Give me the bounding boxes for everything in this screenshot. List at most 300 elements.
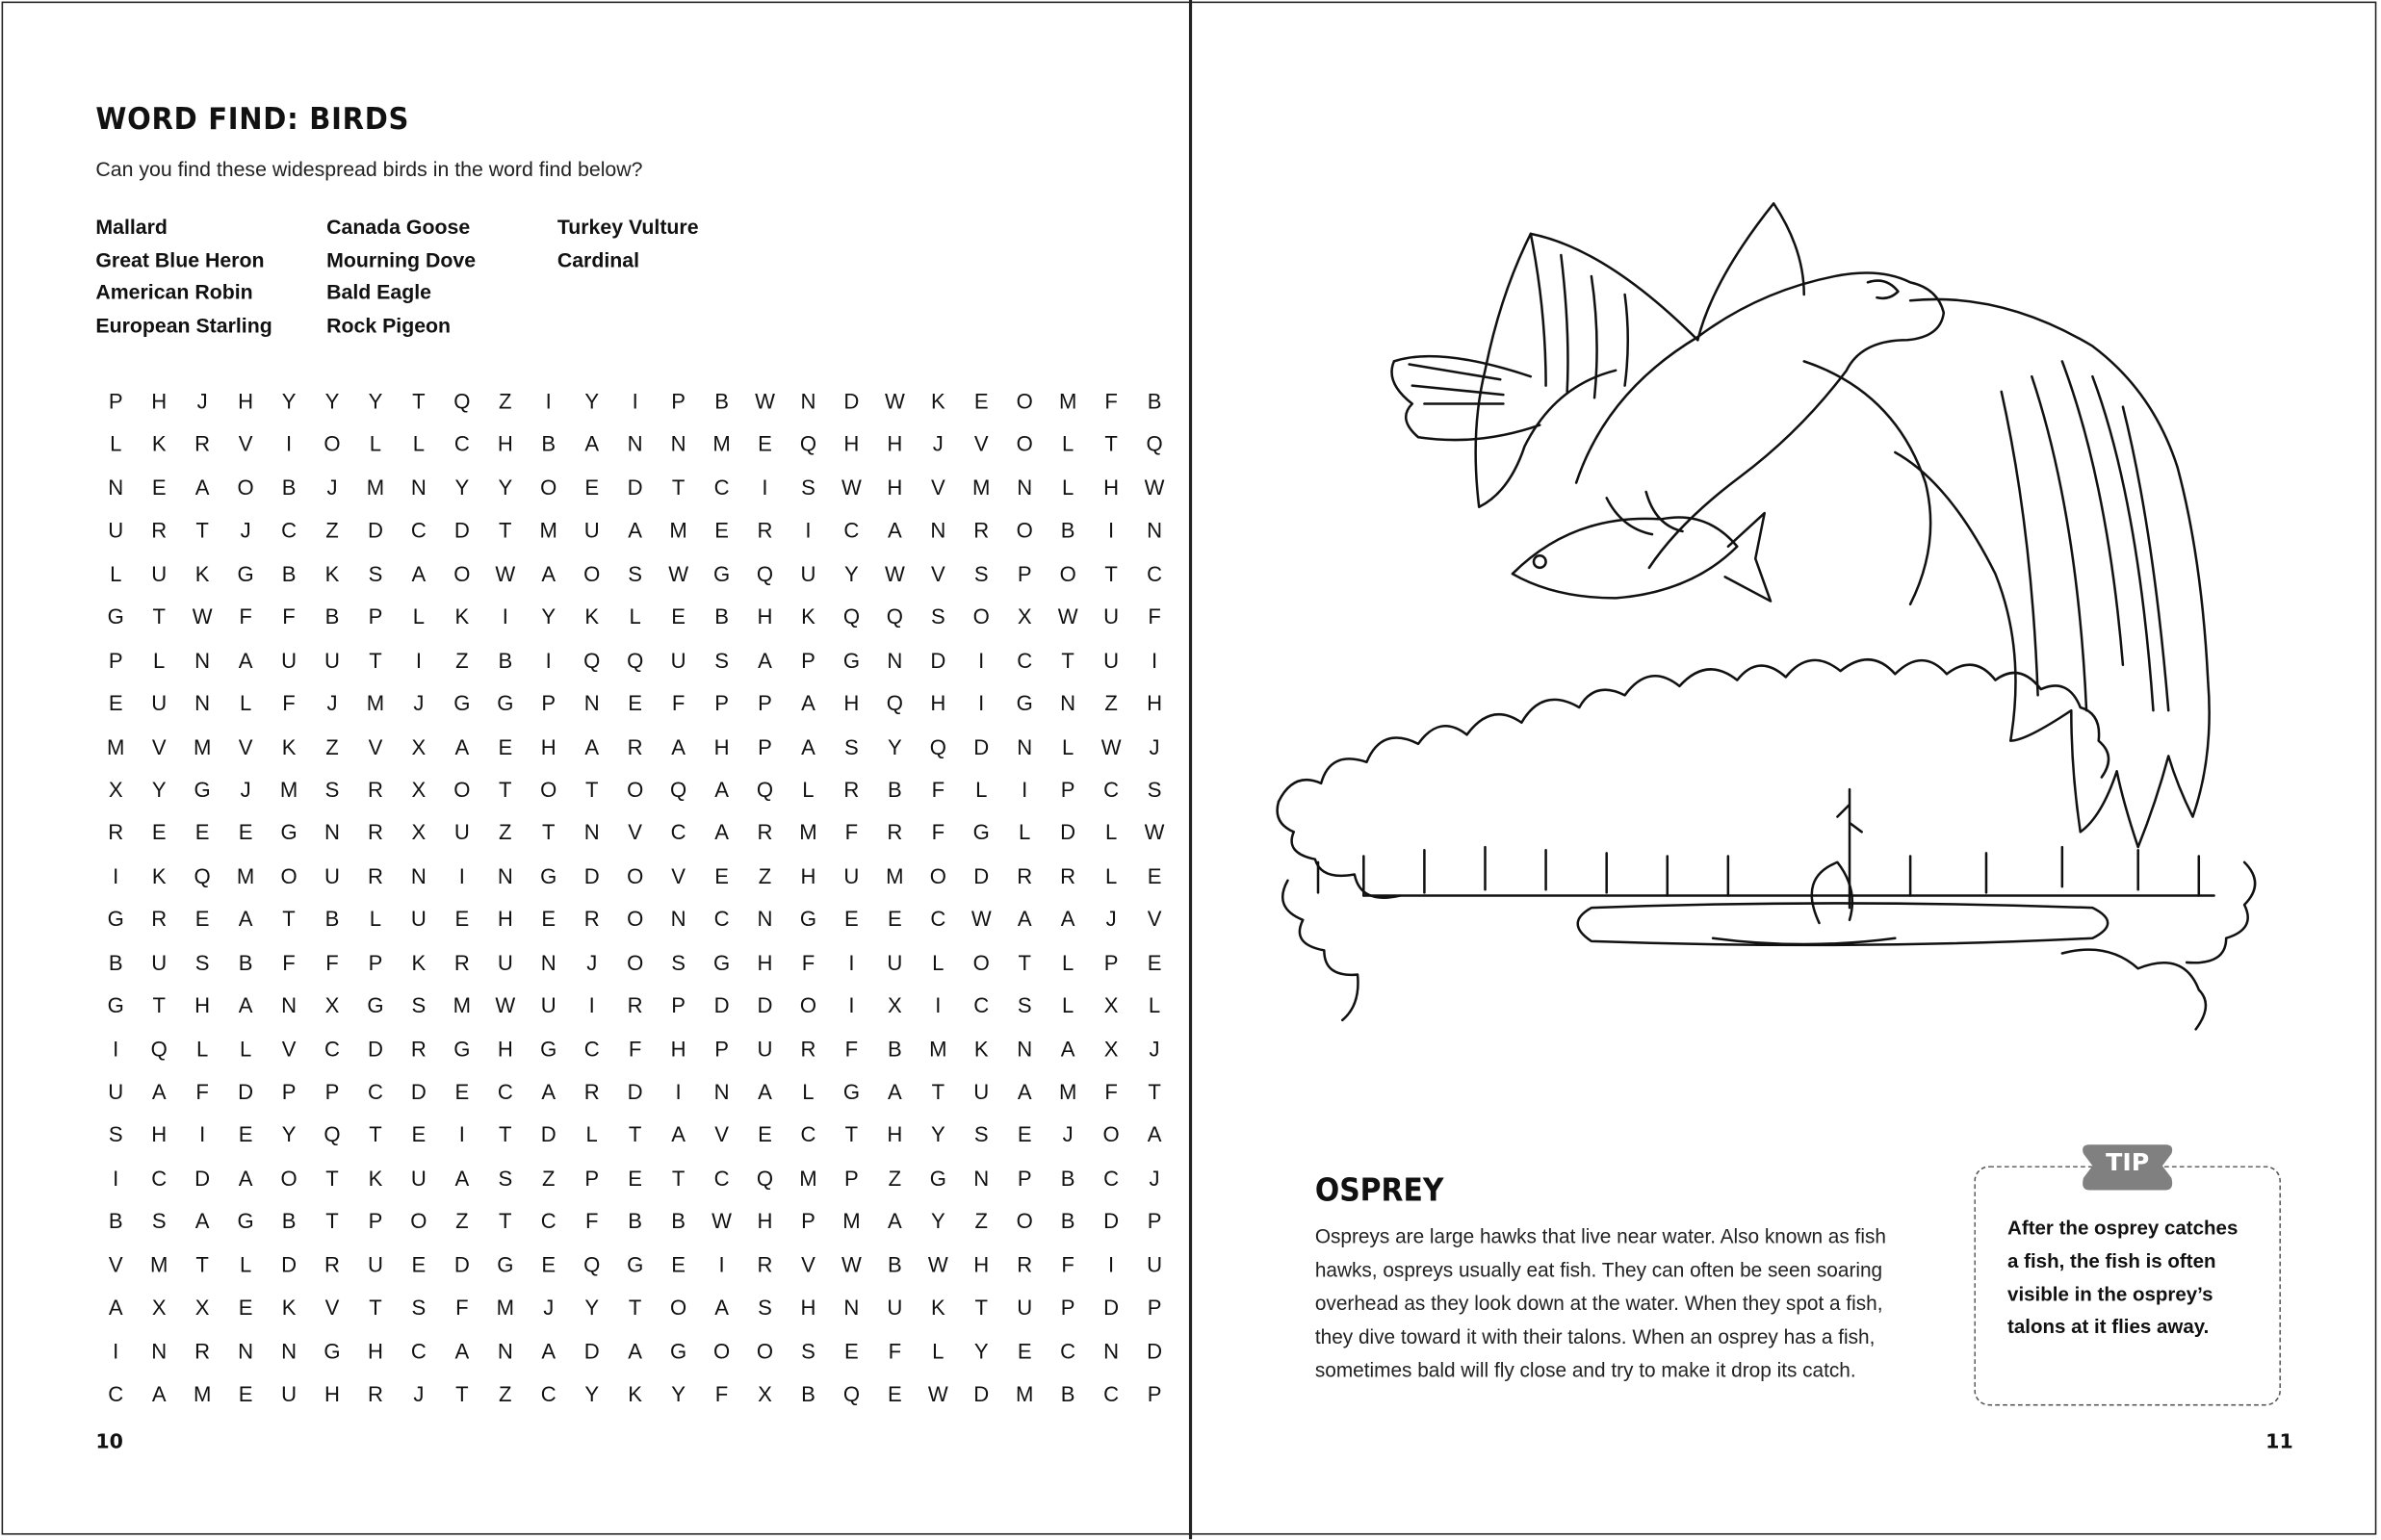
- grid-letter: J: [1105, 906, 1117, 932]
- grid-letter: E: [108, 690, 123, 715]
- grid-letter: E: [541, 1251, 556, 1277]
- grid-letter: H: [1103, 475, 1120, 500]
- grid-letter: P: [1017, 1166, 1032, 1191]
- grid-letter: K: [628, 1381, 643, 1406]
- grid-letter: O: [1016, 388, 1033, 413]
- grid-letter: L: [1062, 992, 1074, 1017]
- grid-letter: C: [713, 1166, 730, 1191]
- grid-letter: I: [502, 604, 508, 629]
- grid-letter: E: [1147, 949, 1162, 975]
- grid-letter: P: [801, 1208, 815, 1234]
- grid-letter: A: [1060, 906, 1075, 932]
- grid-letter: W: [1144, 475, 1165, 500]
- grid-letter: I: [848, 992, 855, 1017]
- grid-letter: S: [498, 1166, 513, 1191]
- grid-letter: D: [627, 1079, 643, 1104]
- grid-letter: N: [194, 647, 211, 673]
- grid-letter: V: [151, 733, 167, 758]
- grid-letter: E: [584, 475, 600, 500]
- fish-icon: [1513, 513, 1771, 601]
- grid-letter: P: [758, 733, 772, 758]
- grid-letter: G: [799, 906, 817, 932]
- grid-letter: P: [758, 690, 772, 715]
- grid-letter: Y: [324, 388, 340, 413]
- grid-letter: Z: [888, 1166, 902, 1191]
- grid-letter: W: [755, 388, 775, 413]
- grid-letter: A: [541, 561, 556, 586]
- grid-letter: R: [1060, 863, 1076, 888]
- grid-letter: H: [497, 1036, 513, 1061]
- grid-letter: E: [411, 1251, 427, 1277]
- grid-letter: Y: [930, 1122, 945, 1147]
- grid-letter: M: [236, 863, 255, 888]
- grid-letter: B: [498, 647, 513, 673]
- grid-letter: P: [108, 647, 123, 673]
- grid-letter: R: [627, 733, 643, 758]
- grid-letter: I: [978, 690, 985, 715]
- grid-letter: F: [195, 1079, 209, 1104]
- grid-letter: L: [1062, 733, 1074, 758]
- grid-letter: T: [455, 1381, 469, 1406]
- grid-letter: C: [713, 475, 730, 500]
- grid-letter: N: [1017, 475, 1033, 500]
- grid-letter: I: [113, 1036, 119, 1061]
- grid-letter: M: [366, 475, 385, 500]
- grid-letter: U: [1017, 1295, 1033, 1320]
- grid-letter: P: [1060, 777, 1075, 802]
- grid-letter: L: [369, 906, 382, 932]
- grid-letter: E: [758, 431, 772, 456]
- grid-letter: Y: [151, 777, 167, 802]
- grid-letter: B: [108, 949, 123, 975]
- grid-letter: B: [714, 604, 729, 629]
- grid-letter: U: [1147, 1251, 1163, 1277]
- grid-letter: U: [367, 1251, 383, 1277]
- grid-letter: A: [714, 777, 729, 802]
- grid-letter: D: [281, 1251, 298, 1277]
- grid-letter: I: [113, 863, 119, 888]
- grid-letter: A: [238, 992, 253, 1017]
- grid-letter: Y: [281, 388, 297, 413]
- grid-letter: A: [801, 733, 815, 758]
- grid-letter: P: [324, 1079, 340, 1104]
- grid-letter: R: [1017, 1251, 1033, 1277]
- grid-letter: A: [541, 1079, 556, 1104]
- grid-letter: B: [238, 949, 253, 975]
- grid-letter: B: [887, 1036, 902, 1061]
- grid-letter: A: [454, 733, 470, 758]
- grid-letter: Y: [887, 733, 902, 758]
- grid-letter: X: [194, 1295, 210, 1320]
- grid-letter: V: [1147, 906, 1162, 932]
- grid-letter: Q: [842, 1381, 860, 1406]
- grid-letter: L: [585, 1122, 598, 1147]
- grid-letter: J: [586, 949, 598, 975]
- grid-letter: N: [281, 992, 298, 1017]
- grid-letter: A: [714, 1295, 729, 1320]
- grid-letter: B: [1060, 518, 1075, 543]
- grid-letter: F: [1104, 388, 1118, 413]
- grid-letter: O: [280, 1166, 298, 1191]
- grid-letter: K: [801, 604, 815, 629]
- grid-letter: G: [237, 1208, 254, 1234]
- grid-letter: F: [282, 949, 296, 975]
- grid-letter: Q: [324, 1122, 341, 1147]
- grid-letter: Y: [844, 561, 859, 586]
- grid-letter: Y: [281, 1122, 297, 1147]
- grid-letter: E: [628, 1166, 643, 1191]
- page-title: WORD FIND: BIRDS: [95, 100, 410, 137]
- grid-letter: N: [583, 690, 600, 715]
- grid-letter: L: [239, 1251, 252, 1277]
- grid-letter: I: [935, 992, 942, 1017]
- grid-letter: M: [972, 475, 991, 500]
- grid-letter: H: [540, 733, 556, 758]
- grid-letter: N: [1147, 518, 1163, 543]
- grid-letter: Q: [453, 388, 471, 413]
- grid-letter: I: [978, 647, 985, 673]
- grid-letter: C: [843, 518, 860, 543]
- grid-letter: A: [671, 1122, 686, 1147]
- grid-letter: S: [844, 733, 859, 758]
- grid-letter: U: [843, 863, 860, 888]
- grid-letter: C: [108, 1381, 124, 1406]
- grid-letter: E: [671, 604, 686, 629]
- grid-letter: U: [410, 1166, 427, 1191]
- grid-letter: Y: [368, 388, 383, 413]
- grid-letter: N: [497, 1338, 513, 1363]
- grid-letter: J: [543, 1295, 555, 1320]
- grid-letter: X: [758, 1381, 772, 1406]
- grid-letter: L: [110, 431, 122, 456]
- grid-letter: E: [238, 1295, 253, 1320]
- word-search-grid: [94, 386, 1177, 1422]
- grid-letter: N: [930, 518, 946, 543]
- grid-letter: O: [1016, 431, 1033, 456]
- grid-letter: S: [108, 1122, 123, 1147]
- grid-letter: Q: [756, 777, 774, 802]
- grid-letter: T: [369, 1122, 382, 1147]
- grid-letter: A: [454, 1166, 470, 1191]
- grid-letter: I: [285, 431, 293, 456]
- grid-letter: B: [281, 561, 297, 586]
- grid-letter: V: [628, 820, 643, 845]
- grid-letter: T: [1061, 647, 1074, 673]
- grid-letter: K: [973, 1036, 989, 1061]
- grid-letter: G: [453, 1036, 471, 1061]
- grid-letter: O: [540, 475, 557, 500]
- grid-letter: A: [194, 475, 210, 500]
- grid-letter: H: [843, 690, 860, 715]
- grid-letter: L: [153, 647, 166, 673]
- grid-letter: K: [584, 604, 600, 629]
- grid-letter: P: [844, 1166, 859, 1191]
- grid-letter: V: [801, 1251, 815, 1277]
- grid-letter: B: [887, 777, 902, 802]
- grid-letter: D: [627, 475, 643, 500]
- grid-letter: R: [583, 906, 600, 932]
- grid-letter: F: [888, 1338, 902, 1363]
- grid-letter: A: [887, 1208, 902, 1234]
- grid-letter: L: [802, 777, 815, 802]
- grid-letter: E: [887, 906, 902, 932]
- grid-letter: C: [583, 1036, 600, 1061]
- grid-letter: S: [1017, 992, 1032, 1017]
- grid-letter: Q: [670, 777, 687, 802]
- grid-letter: U: [973, 1079, 990, 1104]
- grid-letter: D: [973, 863, 990, 888]
- grid-letter: U: [151, 561, 168, 586]
- grid-letter: G: [194, 777, 211, 802]
- grid-letter: W: [495, 561, 516, 586]
- grid-letter: R: [151, 518, 168, 543]
- grid-letter: B: [628, 1208, 643, 1234]
- grid-letter: Q: [627, 647, 644, 673]
- grid-letter: P: [368, 1208, 383, 1234]
- grid-letter: A: [151, 1079, 167, 1104]
- grid-letter: D: [1147, 1338, 1163, 1363]
- grid-letter: B: [324, 906, 340, 932]
- grid-letter: R: [367, 777, 383, 802]
- grid-letter: I: [1108, 518, 1115, 543]
- grid-letter: B: [714, 388, 729, 413]
- grid-letter: E: [238, 1122, 253, 1147]
- grid-letter: E: [714, 863, 729, 888]
- grid-letter: A: [411, 561, 427, 586]
- grid-letter: B: [324, 604, 340, 629]
- grid-letter: V: [671, 863, 686, 888]
- grid-letter: F: [282, 690, 296, 715]
- grid-letter: K: [151, 863, 167, 888]
- grid-letter: A: [887, 518, 902, 543]
- grid-letter: V: [930, 475, 945, 500]
- grid-letter: O: [627, 863, 644, 888]
- grid-letter: C: [281, 518, 298, 543]
- grid-letter: T: [671, 1166, 686, 1191]
- grid-letter: G: [107, 906, 124, 932]
- grid-letter: D: [194, 1166, 211, 1191]
- grid-letter: L: [802, 1079, 815, 1104]
- grid-letter: A: [108, 1295, 123, 1320]
- grid-letter: G: [712, 561, 731, 586]
- grid-letter: U: [108, 518, 124, 543]
- grid-letter: Z: [455, 647, 469, 673]
- grid-letter: F: [714, 1381, 729, 1406]
- grid-letter: D: [540, 1122, 556, 1147]
- grid-letter: U: [151, 949, 168, 975]
- grid-letter: U: [540, 992, 556, 1017]
- grid-letter: M: [1058, 1079, 1077, 1104]
- grid-letter: O: [1016, 518, 1033, 543]
- grid-letter: K: [281, 1295, 297, 1320]
- grid-letter: D: [843, 388, 860, 413]
- grid-letter: N: [324, 820, 340, 845]
- page-number-left: 10: [95, 1431, 123, 1454]
- grid-letter: C: [151, 1166, 168, 1191]
- grid-letter: Y: [584, 1381, 600, 1406]
- grid-letter: L: [412, 431, 426, 456]
- grid-letter: D: [367, 1036, 383, 1061]
- grid-letter: F: [239, 604, 252, 629]
- grid-letter: N: [583, 820, 600, 845]
- grid-letter: D: [1103, 1295, 1120, 1320]
- grid-letter: G: [670, 1338, 687, 1363]
- grid-letter: S: [324, 777, 340, 802]
- grid-letter: I: [545, 647, 552, 673]
- grid-letter: G: [367, 992, 384, 1017]
- grid-letter: G: [453, 690, 471, 715]
- grid-letter: D: [930, 647, 946, 673]
- grid-letter: C: [540, 1208, 556, 1234]
- grid-letter: Q: [799, 431, 817, 456]
- grid-letter: K: [324, 561, 340, 586]
- grid-letter: I: [415, 647, 422, 673]
- grid-letter: W: [1100, 733, 1122, 758]
- grid-letter: A: [801, 690, 815, 715]
- grid-letter: K: [194, 561, 210, 586]
- grid-letter: R: [583, 1079, 600, 1104]
- grid-letter: Y: [584, 388, 600, 413]
- grid-letter: I: [675, 1079, 682, 1104]
- grid-letter: G: [280, 820, 298, 845]
- grid-letter: A: [671, 733, 686, 758]
- grid-letter: O: [799, 992, 817, 1017]
- grid-letter: N: [194, 690, 211, 715]
- grid-letter: H: [713, 733, 730, 758]
- grid-letter: R: [757, 1251, 773, 1277]
- grid-letter: L: [1104, 820, 1118, 845]
- grid-letter: A: [887, 1079, 902, 1104]
- grid-letter: F: [671, 690, 686, 715]
- grid-letter: H: [238, 388, 254, 413]
- grid-letter: H: [973, 1251, 990, 1277]
- grid-letter: O: [410, 1208, 427, 1234]
- grid-letter: F: [282, 604, 296, 629]
- grid-letter: G: [842, 1079, 860, 1104]
- grid-letter: I: [199, 1122, 206, 1147]
- grid-letter: U: [887, 1295, 903, 1320]
- grid-letter: L: [1148, 992, 1161, 1017]
- grid-letter: E: [973, 388, 989, 413]
- grid-letter: N: [713, 1079, 730, 1104]
- grid-letter: Z: [455, 1208, 469, 1234]
- grid-letter: D: [583, 863, 600, 888]
- grid-letter: R: [410, 1036, 427, 1061]
- grid-letter: I: [762, 475, 768, 500]
- grid-letter: X: [151, 1295, 167, 1320]
- grid-letter: U: [453, 820, 470, 845]
- grid-letter: G: [497, 1251, 514, 1277]
- grid-letter: J: [1149, 1166, 1160, 1191]
- grid-letter: M: [1015, 1381, 1034, 1406]
- grid-letter: C: [1103, 777, 1120, 802]
- grid-letter: S: [930, 604, 945, 629]
- grid-letter: O: [453, 561, 471, 586]
- grid-letter: B: [281, 1208, 297, 1234]
- grid-letter: I: [113, 1338, 119, 1363]
- grid-letter: R: [757, 820, 773, 845]
- grid-letter: T: [152, 604, 166, 629]
- grid-letter: T: [195, 518, 209, 543]
- grid-letter: O: [1016, 1208, 1033, 1234]
- grid-letter: M: [149, 1251, 168, 1277]
- word-list-item: Cardinal: [556, 248, 640, 271]
- grid-letter: T: [1018, 949, 1031, 975]
- grid-letter: K: [281, 733, 297, 758]
- grid-letter: J: [326, 475, 338, 500]
- grid-letter: C: [1103, 1166, 1120, 1191]
- grid-letter: T: [499, 1122, 512, 1147]
- grid-letter: V: [238, 733, 253, 758]
- grid-letter: B: [887, 1251, 902, 1277]
- grid-letter: I: [1022, 777, 1028, 802]
- grid-letter: N: [497, 863, 513, 888]
- grid-letter: J: [932, 431, 944, 456]
- grid-letter: L: [932, 949, 945, 975]
- grid-letter: N: [238, 1338, 254, 1363]
- grid-letter: W: [192, 604, 213, 629]
- grid-letter: B: [541, 431, 556, 456]
- grid-letter: P: [801, 647, 815, 673]
- grid-letter: U: [410, 906, 427, 932]
- grid-letter: C: [670, 820, 686, 845]
- word-list-item: Mallard: [95, 215, 168, 239]
- grid-letter: Q: [1146, 431, 1163, 456]
- grid-letter: V: [714, 1122, 729, 1147]
- grid-letter: L: [629, 604, 641, 629]
- grid-letter: Q: [756, 561, 774, 586]
- grid-letter: C: [410, 518, 427, 543]
- grid-letter: Q: [842, 604, 860, 629]
- grid-letter: P: [108, 388, 123, 413]
- grid-letter: I: [1151, 647, 1158, 673]
- grid-letter: H: [930, 690, 946, 715]
- grid-letter: U: [1103, 604, 1120, 629]
- grid-letter: M: [453, 992, 472, 1017]
- grid-letter: M: [279, 777, 298, 802]
- grid-letter: N: [1103, 1338, 1120, 1363]
- page-gutter: [1189, 0, 1191, 1539]
- grid-letter: R: [453, 949, 470, 975]
- grid-letter: A: [541, 1338, 556, 1363]
- grid-letter: E: [844, 906, 859, 932]
- grid-letter: P: [1147, 1381, 1162, 1406]
- grid-letter: D: [453, 1251, 470, 1277]
- grid-letter: Z: [499, 1381, 512, 1406]
- grid-letter: U: [108, 1079, 124, 1104]
- grid-letter: D: [713, 992, 730, 1017]
- grid-letter: Z: [325, 733, 339, 758]
- grid-letter: C: [497, 1079, 513, 1104]
- grid-letter: X: [324, 992, 340, 1017]
- grid-letter: Q: [194, 863, 211, 888]
- grid-letter: L: [412, 604, 426, 629]
- grid-letter: B: [281, 475, 297, 500]
- grid-letter: I: [848, 949, 855, 975]
- grid-letter: X: [411, 820, 427, 845]
- grid-letter: L: [369, 431, 382, 456]
- grid-letter: E: [454, 1079, 470, 1104]
- grid-letter: G: [972, 820, 990, 845]
- grid-letter: X: [1017, 604, 1032, 629]
- grid-letter: E: [1147, 863, 1162, 888]
- grid-letter: A: [454, 1338, 470, 1363]
- grid-letter: D: [757, 992, 773, 1017]
- grid-letter: R: [627, 992, 643, 1017]
- grid-letter: W: [884, 561, 905, 586]
- grid-letter: B: [1060, 1208, 1075, 1234]
- grid-letter: G: [324, 1338, 341, 1363]
